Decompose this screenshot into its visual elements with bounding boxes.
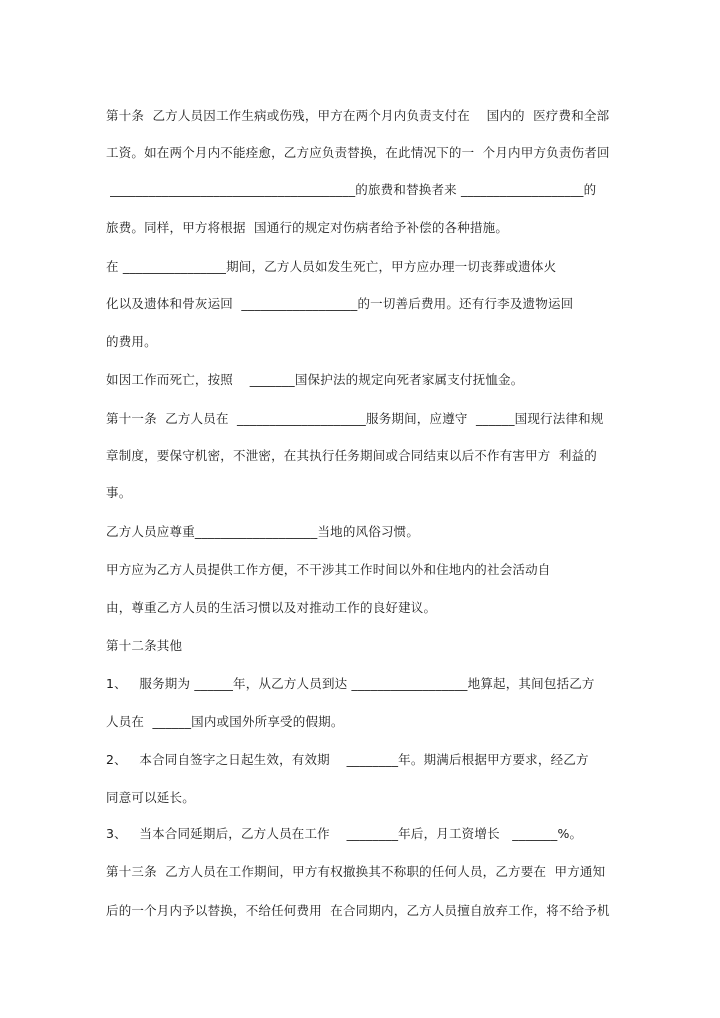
text-line: 人员在 ______国内或国外所享受的假期。	[106, 714, 344, 729]
text-line: 由，尊重乙方人员的生活习惯以及对推动工作的良好建议。	[106, 600, 437, 615]
text-line: 旅费。同样，甲方将根据 国通行的规定对伤病者给予补偿的各种措施。	[106, 220, 509, 235]
list-item: 1、 服务期为 ______年，从乙方人员到达 __________________地算起，其间包括乙方	[106, 676, 595, 691]
text-line: 第十条 乙方人员因工作生病或伤残，甲方在两个月内负责支付在 国内的 医疗费和全部	[106, 108, 610, 123]
section-heading: 第十二条其他	[106, 638, 183, 653]
text-line: 章制度，要保守机密，不泄密，在其执行任务期间或合同结束以后不作有害甲方 利益的	[106, 448, 597, 463]
list-item: 2、 本合同自签字之日起生效，有效期 ________年。期满后根据甲方要求，经乙方	[106, 752, 589, 767]
text-line: 化以及遗体和骨灰运回 __________________的一切善后费用。还有行李及遗物运回	[106, 296, 574, 311]
text-line: 在 ________________期间，乙方人员如发生死亡，甲方应办理一切丧葬或遗体火	[106, 259, 557, 274]
text-line: 乙方人员应尊重___________________当地的风俗习惯。	[106, 524, 420, 539]
text-line: 第十一条 乙方人员在 ____________________服务期间，应遵守 ______国现行法律和规	[106, 411, 604, 426]
list-item: 3、 当本合同延期后，乙方人员在工作 ________年后，月工资增长 _______%。	[106, 826, 583, 841]
text-line: 后的一个月内予以替换，不给任何费用 在合同期内，乙方人员擅自放弃工作，将不给予机	[106, 903, 610, 918]
text-line: 甲方应为乙方人员提供工作方便，不干涉其工作时间以外和住地内的社会活动自	[106, 562, 551, 577]
text-line: 第十三条 乙方人员在工作期间，甲方有权撤换其不称职的任何人员，乙方要在 甲方通知	[106, 864, 606, 879]
text-line: 同意可以延长。	[106, 790, 195, 805]
text-line: 工资。如在两个月内不能痊愈，乙方应负责替换，在此情况下的一 个月内甲方负责伤者回	[106, 145, 610, 160]
text-line: 事。	[106, 485, 132, 500]
text-line: 如因工作而死亡，按照 _______国保护法的规定向死者家属支付抚恤金。	[106, 372, 524, 387]
text-line: ______________________________________的旅费和替换者来 ___________________的	[106, 182, 597, 197]
text-line: 的费用。	[106, 334, 157, 349]
